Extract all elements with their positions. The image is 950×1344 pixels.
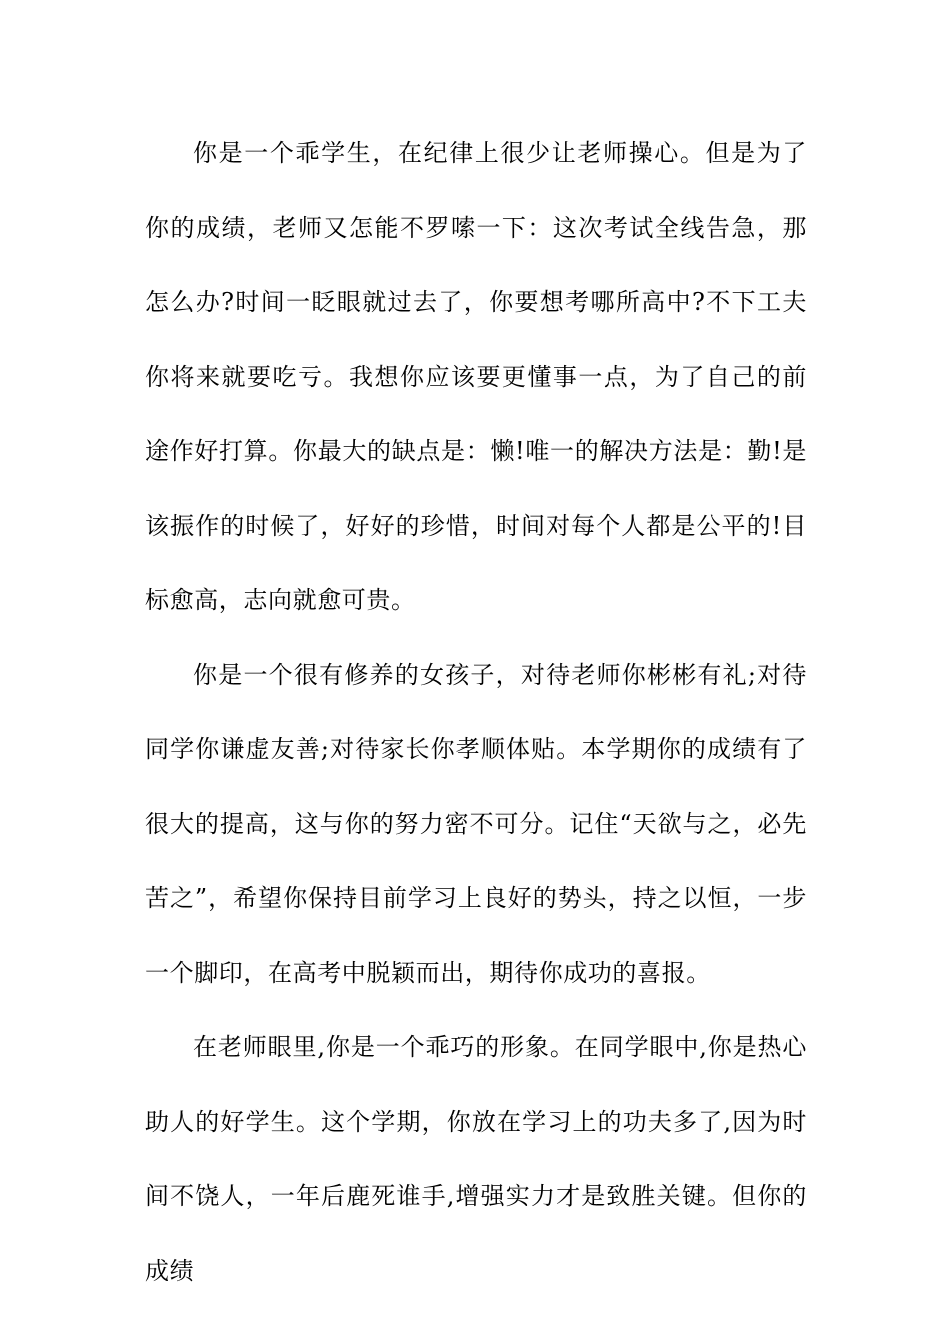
document-body: [145, 116, 807, 1308]
paragraph-2: 你是一个很有修养的女孩子，对待老师你彬彬有礼;对待同学你谦虚友善;对待家长你孝顺体贴。本学期你的成绩有了很大的提高，这与你的努力密不可分。记住“天欲与之，必先苦之”，希望你保持目前学习上良好的势头，持之以恒，一步一个脚印，在高考中脱颖而出，期待你成功的喜报。: [145, 660, 807, 987]
paragraph-3: 在老师眼里,你是一个乖巧的形象。在同学眼中,你是热心助人的好学生。这个学期，你放在学习上的功夫多了,因为时间不饶人，一年后鹿死谁手,增强实力才是致胜关键。但你的成绩: [145, 1033, 807, 1285]
paragraph-1: 你是一个乖学生，在纪律上很少让老师操心。但是为了你的成绩，老师又怎能不罗嗦一下：这次考试全线告急，那怎么办?时间一眨眼就过去了，你要想考哪所高中?不下工夫你将来就要吃亏。我想你应该要更懂事一点，为了自己的前途作好打算。你最大的缺点是：懒!唯一的解决方法是：勤!是该振作的时候了，好好的珍惜，时间对每个人都是公平的!目标愈高，志向就愈可贵。: [145, 139, 807, 614]
